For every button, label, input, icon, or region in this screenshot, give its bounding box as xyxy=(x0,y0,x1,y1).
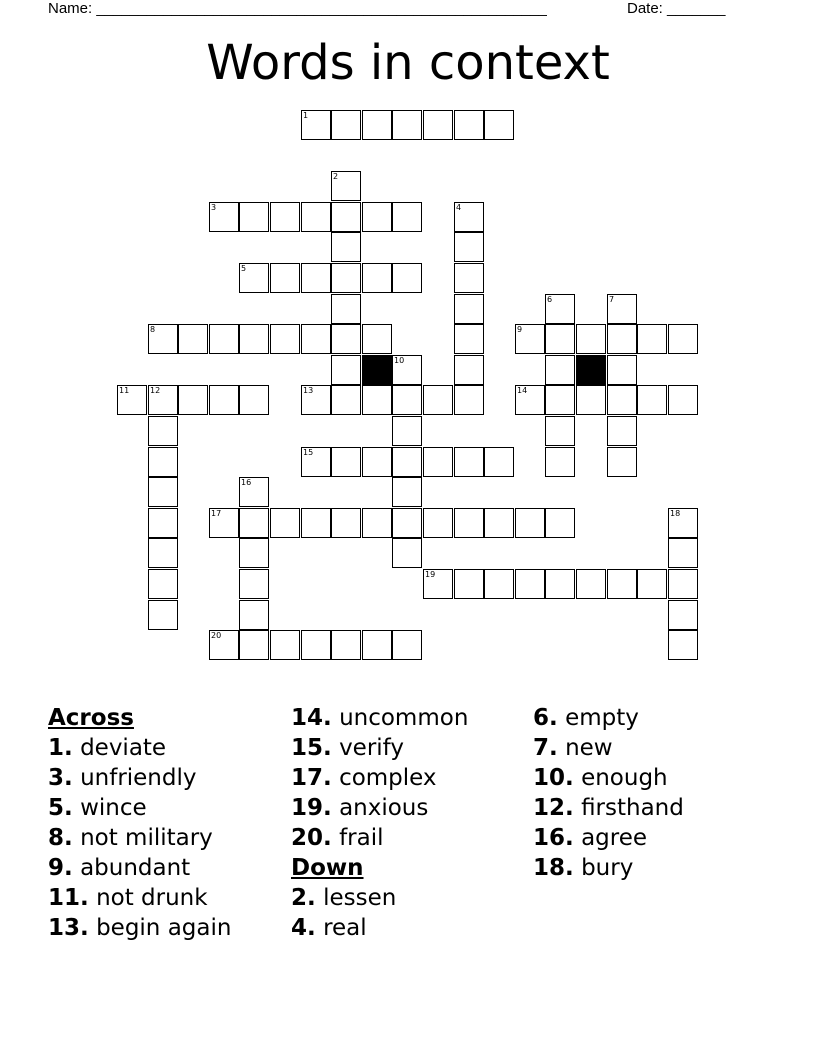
clue-item-text: bury xyxy=(581,855,634,881)
grid-cell[interactable] xyxy=(576,385,606,415)
grid-cell[interactable] xyxy=(331,508,361,538)
grid-cell[interactable] xyxy=(392,110,422,140)
grid-cell[interactable] xyxy=(423,569,453,599)
clue-number: 1 xyxy=(303,111,309,120)
clue-item xyxy=(291,703,468,733)
grid-cell[interactable] xyxy=(454,355,484,385)
grid-cell[interactable] xyxy=(331,263,361,293)
clue-number: 17 xyxy=(211,509,222,518)
grid-cell[interactable] xyxy=(331,630,361,660)
grid-cell[interactable] xyxy=(392,538,422,568)
across-clue-list-continued xyxy=(291,703,468,853)
clue-item xyxy=(291,733,468,763)
grid-cell[interactable] xyxy=(423,110,453,140)
grid-cell[interactable] xyxy=(607,294,637,324)
name-field-label: Name: ______________________________________________________ xyxy=(48,0,547,17)
grid-cell[interactable] xyxy=(362,508,392,538)
clue-item-text: unfriendly xyxy=(80,765,197,791)
clue-item-text: verify xyxy=(339,735,404,761)
clue-item-text: wince xyxy=(80,795,147,821)
clue-item xyxy=(48,793,231,823)
grid-cell[interactable] xyxy=(148,324,178,354)
down-heading: Down xyxy=(291,855,364,881)
clue-number: 7 xyxy=(609,295,615,304)
grid-cell[interactable] xyxy=(148,447,178,477)
black-cell xyxy=(576,355,606,385)
grid-cell[interactable] xyxy=(239,630,269,660)
grid-cell[interactable] xyxy=(423,385,453,415)
grid-cell[interactable] xyxy=(362,110,392,140)
clue-number: 14 xyxy=(517,386,528,395)
grid-cell[interactable] xyxy=(545,416,575,446)
grid-cell[interactable] xyxy=(484,569,514,599)
grid-cell[interactable] xyxy=(362,324,392,354)
grid-cell[interactable] xyxy=(454,569,484,599)
clue-item xyxy=(533,853,684,883)
clue-item-number: 2. xyxy=(291,885,316,911)
grid-cell[interactable] xyxy=(637,569,667,599)
across-heading: Across xyxy=(48,705,134,731)
clue-number: 15 xyxy=(303,448,314,457)
grid-cell[interactable] xyxy=(148,508,178,538)
grid-cell[interactable] xyxy=(178,324,208,354)
grid-cell[interactable] xyxy=(454,508,484,538)
grid-cell[interactable] xyxy=(454,110,484,140)
grid-cell[interactable] xyxy=(301,110,331,140)
grid-cell[interactable] xyxy=(270,508,300,538)
grid-cell[interactable] xyxy=(239,324,269,354)
grid-cell[interactable] xyxy=(668,600,698,630)
grid-cell[interactable] xyxy=(270,324,300,354)
black-cell xyxy=(362,355,392,385)
grid-cell[interactable] xyxy=(392,477,422,507)
grid-cell[interactable] xyxy=(239,263,269,293)
grid-cell[interactable] xyxy=(239,508,269,538)
clue-item xyxy=(533,703,684,733)
down-clue-list-continued xyxy=(533,703,684,883)
grid-cell[interactable] xyxy=(454,263,484,293)
clue-number: 9 xyxy=(517,325,523,334)
grid-cell[interactable] xyxy=(392,416,422,446)
clue-item-text: enough xyxy=(581,765,668,791)
clues-column-3 xyxy=(533,703,684,883)
clue-item-text: not drunk xyxy=(96,885,208,911)
clues-column-1 xyxy=(48,703,231,943)
grid-cell[interactable] xyxy=(209,508,239,538)
grid-cell[interactable] xyxy=(668,508,698,538)
grid-cell[interactable] xyxy=(545,508,575,538)
grid-cell[interactable] xyxy=(148,600,178,630)
clue-item xyxy=(291,793,468,823)
grid-cell[interactable] xyxy=(454,232,484,262)
grid-cell[interactable] xyxy=(331,202,361,232)
grid-cell[interactable] xyxy=(178,385,208,415)
grid-cell[interactable] xyxy=(454,202,484,232)
grid-cell[interactable] xyxy=(392,355,422,385)
clue-item-number: 16. xyxy=(533,825,574,851)
clue-number: 13 xyxy=(303,386,314,395)
clue-number: 6 xyxy=(547,295,553,304)
clue-item-number: 15. xyxy=(291,735,332,761)
clue-item xyxy=(48,763,231,793)
grid-cell[interactable] xyxy=(331,324,361,354)
grid-cell[interactable] xyxy=(301,508,331,538)
grid-cell[interactable] xyxy=(454,294,484,324)
grid-cell[interactable] xyxy=(301,263,331,293)
clue-item xyxy=(533,733,684,763)
clue-item-text: empty xyxy=(565,705,639,731)
clue-item-text: uncommon xyxy=(339,705,469,731)
down-clue-list xyxy=(291,883,468,943)
clue-number: 3 xyxy=(211,203,217,212)
clue-item-text: real xyxy=(323,915,367,941)
clue-item xyxy=(48,733,231,763)
clue-item-number: 11. xyxy=(48,885,89,911)
grid-cell[interactable] xyxy=(607,447,637,477)
grid-cell[interactable] xyxy=(545,385,575,415)
clue-item-number: 1. xyxy=(48,735,73,761)
grid-cell[interactable] xyxy=(392,385,422,415)
clue-number: 19 xyxy=(425,570,436,579)
grid-cell[interactable] xyxy=(362,447,392,477)
grid-cell[interactable] xyxy=(484,447,514,477)
clue-item xyxy=(533,793,684,823)
clue-item-number: 19. xyxy=(291,795,332,821)
grid-cell[interactable] xyxy=(545,324,575,354)
grid-cell[interactable] xyxy=(209,324,239,354)
grid-cell[interactable] xyxy=(239,385,269,415)
clue-item-text: frail xyxy=(339,825,384,851)
clue-item-number: 18. xyxy=(533,855,574,881)
grid-cell[interactable] xyxy=(209,202,239,232)
grid-cell[interactable] xyxy=(545,569,575,599)
clue-item-text: new xyxy=(565,735,613,761)
clue-item-text: lessen xyxy=(323,885,397,911)
grid-cell[interactable] xyxy=(637,385,667,415)
clue-item-text: begin again xyxy=(96,915,232,941)
grid-cell[interactable] xyxy=(331,355,361,385)
clues-column-2 xyxy=(291,703,468,943)
grid-cell[interactable] xyxy=(454,385,484,415)
grid-cell[interactable] xyxy=(362,630,392,660)
grid-cell[interactable] xyxy=(576,569,606,599)
grid-cell[interactable] xyxy=(607,355,637,385)
clue-item xyxy=(291,883,468,913)
clue-item-text: firsthand xyxy=(581,795,684,821)
grid-cell[interactable] xyxy=(331,232,361,262)
clue-item xyxy=(291,823,468,853)
clue-number: 11 xyxy=(119,386,130,395)
clue-number: 4 xyxy=(456,203,462,212)
grid-cell[interactable] xyxy=(668,569,698,599)
grid-cell[interactable] xyxy=(515,569,545,599)
clue-item-text: anxious xyxy=(339,795,429,821)
grid-cell[interactable] xyxy=(392,630,422,660)
grid-cell[interactable] xyxy=(545,294,575,324)
grid-cell[interactable] xyxy=(668,630,698,660)
clue-item xyxy=(533,763,684,793)
grid-cell[interactable] xyxy=(454,447,484,477)
grid-cell[interactable] xyxy=(209,630,239,660)
clue-item xyxy=(291,913,468,943)
grid-cell[interactable] xyxy=(545,447,575,477)
grid-cell[interactable] xyxy=(209,385,239,415)
clue-item xyxy=(48,883,231,913)
clue-item-number: 3. xyxy=(48,765,73,791)
grid-cell[interactable] xyxy=(331,171,361,201)
clue-number: 5 xyxy=(241,264,247,273)
clue-item-number: 13. xyxy=(48,915,89,941)
clue-item-number: 12. xyxy=(533,795,574,821)
grid-cell[interactable] xyxy=(331,294,361,324)
grid-cell[interactable] xyxy=(576,324,606,354)
grid-cell[interactable] xyxy=(148,416,178,446)
grid-cell[interactable] xyxy=(301,324,331,354)
grid-cell[interactable] xyxy=(270,202,300,232)
grid-cell[interactable] xyxy=(607,569,637,599)
puzzle-title: Words in context xyxy=(206,35,610,91)
clue-item-text: deviate xyxy=(80,735,167,761)
grid-cell[interactable] xyxy=(515,385,545,415)
grid-cell[interactable] xyxy=(301,385,331,415)
clue-number: 10 xyxy=(394,356,405,365)
grid-cell[interactable] xyxy=(270,630,300,660)
grid-cell[interactable] xyxy=(362,202,392,232)
grid-cell[interactable] xyxy=(423,508,453,538)
grid-cell[interactable] xyxy=(148,538,178,568)
grid-cell[interactable] xyxy=(362,263,392,293)
clue-item-number: 17. xyxy=(291,765,332,791)
grid-cell[interactable] xyxy=(331,447,361,477)
grid-cell[interactable] xyxy=(331,110,361,140)
clue-item xyxy=(291,763,468,793)
clue-item-number: 10. xyxy=(533,765,574,791)
grid-cell[interactable] xyxy=(392,263,422,293)
clue-item-number: 7. xyxy=(533,735,558,761)
grid-cell[interactable] xyxy=(423,447,453,477)
across-clue-list xyxy=(48,733,231,943)
grid-cell[interactable] xyxy=(392,447,422,477)
clue-item xyxy=(48,913,231,943)
clue-item xyxy=(533,823,684,853)
clue-number: 2 xyxy=(333,172,339,181)
clue-item-text: agree xyxy=(581,825,648,851)
clue-item-text: abundant xyxy=(80,855,191,881)
grid-cell[interactable] xyxy=(239,538,269,568)
clue-item-number: 20. xyxy=(291,825,332,851)
clue-item-text: complex xyxy=(339,765,437,791)
grid-cell[interactable] xyxy=(362,385,392,415)
grid-cell[interactable] xyxy=(668,538,698,568)
grid-cell[interactable] xyxy=(484,110,514,140)
clue-number: 18 xyxy=(670,509,681,518)
grid-cell[interactable] xyxy=(301,202,331,232)
clue-number: 8 xyxy=(150,325,156,334)
grid-cell[interactable] xyxy=(301,630,331,660)
clue-item xyxy=(48,853,231,883)
grid-cell[interactable] xyxy=(607,416,637,446)
clue-item-number: 6. xyxy=(533,705,558,731)
grid-cell[interactable] xyxy=(331,385,361,415)
grid-cell[interactable] xyxy=(515,508,545,538)
grid-cell[interactable] xyxy=(148,569,178,599)
grid-cell[interactable] xyxy=(239,600,269,630)
clue-number: 20 xyxy=(211,631,222,640)
clue-number: 16 xyxy=(241,478,252,487)
clue-number: 12 xyxy=(150,386,161,395)
grid-cell[interactable] xyxy=(117,385,147,415)
grid-cell[interactable] xyxy=(270,263,300,293)
grid-cell[interactable] xyxy=(607,324,637,354)
grid-cell[interactable] xyxy=(148,477,178,507)
clue-item-number: 5. xyxy=(48,795,73,821)
grid-cell[interactable] xyxy=(637,324,667,354)
clue-item xyxy=(48,823,231,853)
grid-cell[interactable] xyxy=(668,324,698,354)
grid-cell[interactable] xyxy=(545,355,575,385)
grid-cell[interactable] xyxy=(607,385,637,415)
clue-item-number: 9. xyxy=(48,855,73,881)
grid-cell[interactable] xyxy=(392,508,422,538)
grid-cell[interactable] xyxy=(484,508,514,538)
grid-cell[interactable] xyxy=(239,202,269,232)
grid-cell[interactable] xyxy=(301,447,331,477)
grid-cell[interactable] xyxy=(239,477,269,507)
grid-cell[interactable] xyxy=(392,202,422,232)
grid-cell[interactable] xyxy=(515,324,545,354)
grid-cell[interactable] xyxy=(239,569,269,599)
date-field-label: Date: _______ xyxy=(627,0,726,17)
clue-item-number: 8. xyxy=(48,825,73,851)
clue-item-text: not military xyxy=(80,825,213,851)
clue-item-number: 14. xyxy=(291,705,332,731)
grid-cell[interactable] xyxy=(454,324,484,354)
clue-item-number: 4. xyxy=(291,915,316,941)
grid-cell[interactable] xyxy=(668,385,698,415)
grid-cell[interactable] xyxy=(148,385,178,415)
